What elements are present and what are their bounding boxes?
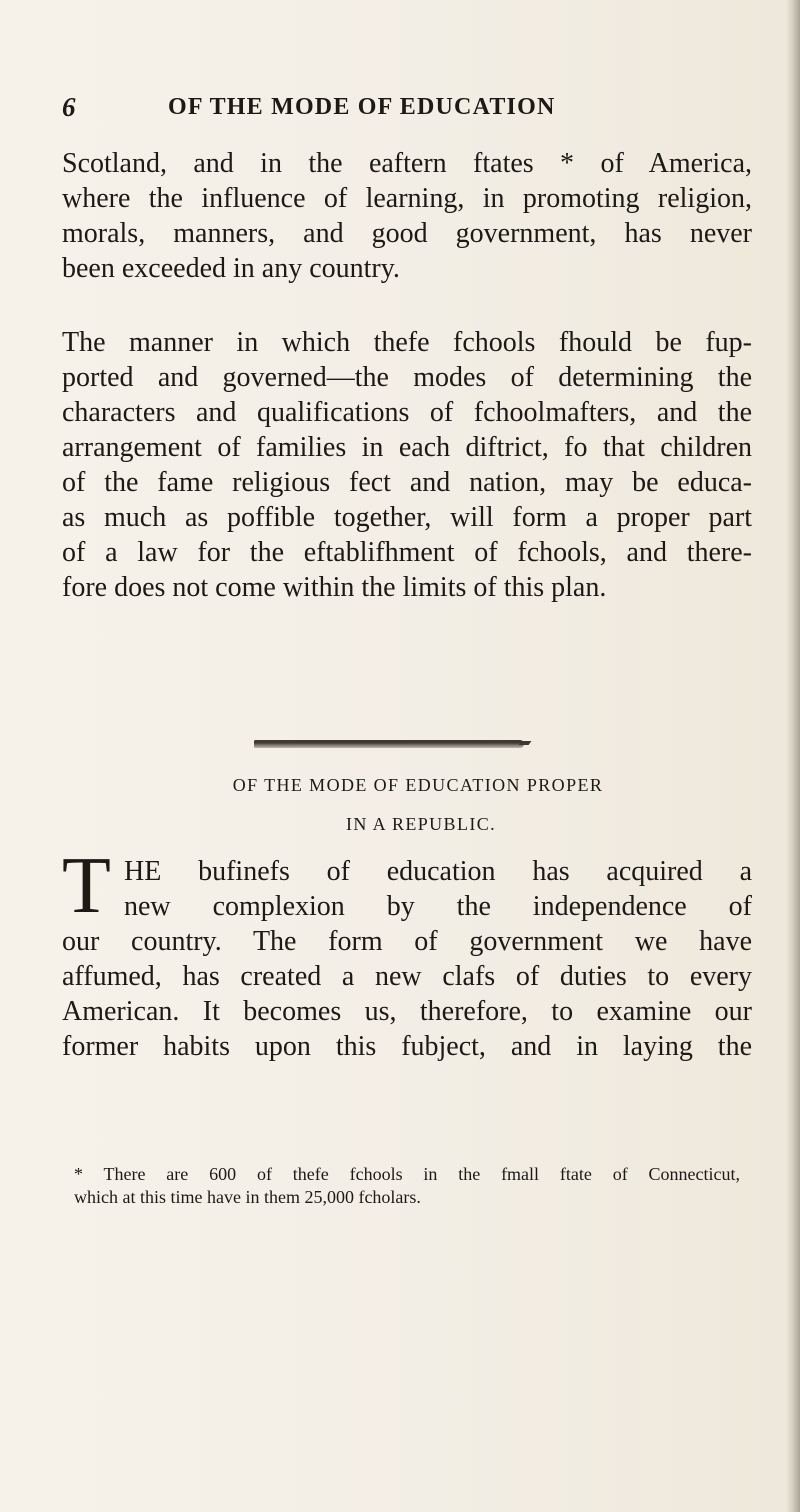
text-line: of a law for the eftablifhment of fchools, and there- bbox=[62, 537, 752, 568]
text-line: HE bufinefs of education has acquired a bbox=[124, 856, 752, 887]
paragraph-3-text bbox=[62, 854, 752, 1064]
footnote-line: * There are 600 of thefe fchools in the fmall ftate of Connecticut, bbox=[74, 1164, 740, 1184]
text-line: arrangement of families in each diftrict, fo that children bbox=[62, 432, 752, 463]
text-line: morals, manners, and good government, has never bbox=[62, 218, 752, 249]
text-line: The manner in which thefe fchools fhould be fup- bbox=[62, 327, 752, 358]
page-edge-shadow bbox=[786, 0, 800, 1512]
text-line: affumed, has created a new clafs of duties to every bbox=[62, 961, 752, 992]
text-line: been exceeded in any country. bbox=[62, 253, 400, 284]
section-divider-rule bbox=[254, 740, 524, 748]
text-line: new complexion by the independence of bbox=[124, 891, 752, 922]
section-heading-line-2: IN A REPUBLIC. bbox=[345, 814, 497, 834]
text-line: as much as poffible together, will form a proper part bbox=[62, 502, 752, 533]
footnote bbox=[74, 1163, 740, 1209]
section-heading-line-1: OF THE MODE OF EDUCATION PROPER bbox=[232, 775, 604, 795]
paragraph-1 bbox=[62, 146, 752, 286]
text-line: characters and qualifications of fchoolmafters, and the bbox=[62, 397, 752, 428]
text-line: of the fame religious fect and nation, may be educa- bbox=[62, 467, 752, 498]
text-line: where the influence of learning, in promoting religion, bbox=[62, 183, 752, 214]
text-line: ported and governed—the modes of determining the bbox=[62, 362, 752, 393]
page-number: 6 bbox=[62, 92, 76, 122]
text-line: fore does not come within the limits of this plan. bbox=[62, 572, 607, 603]
text-line: former habits upon this fubject, and in laying the bbox=[62, 1031, 752, 1062]
drop-cap: T bbox=[62, 842, 111, 930]
paragraph-2 bbox=[62, 325, 752, 605]
running-head bbox=[62, 92, 752, 126]
text-line: American. It becomes us, therefore, to examine our bbox=[62, 996, 752, 1027]
text-line: our country. The form of government we have bbox=[62, 926, 752, 957]
running-title: OF THE MODE OF EDUCATION bbox=[168, 94, 556, 120]
text-line: Scotland, and in the eaftern ftates * of America, bbox=[62, 148, 752, 179]
footnote-line: which at this time have in them 25,000 fcholars. bbox=[74, 1187, 421, 1207]
